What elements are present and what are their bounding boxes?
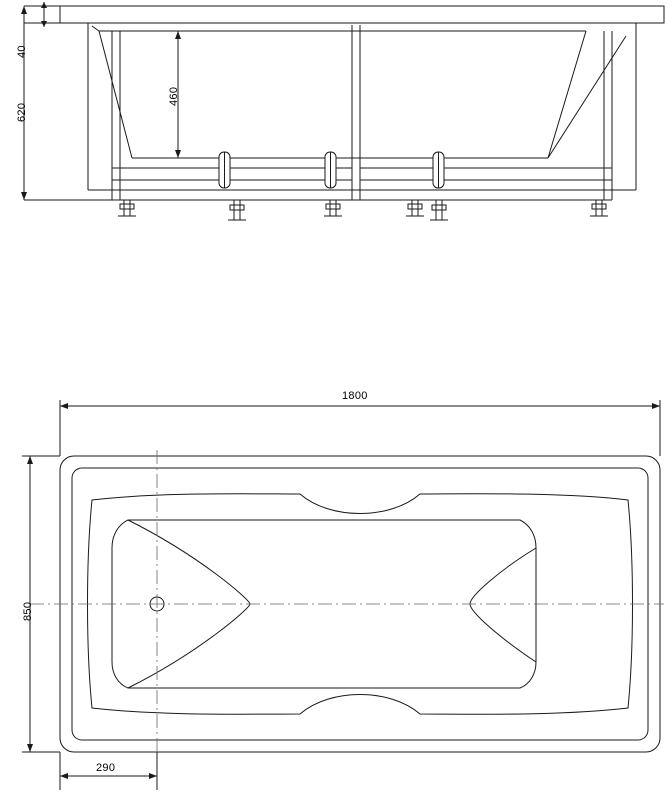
dim-label-overall-height: 620 [16,102,28,122]
elevation-rim [60,6,664,23]
elevation-leg-brackets [219,152,444,188]
dim-label-inner-depth: 460 [168,86,180,106]
elevation-tub-body [88,23,636,190]
elevation-feet [118,200,608,220]
dim-label-overall-length: 1800 [342,390,368,402]
dim-label-drain-offset: 290 [96,762,116,774]
plan-center-lines [30,450,664,790]
elevation-support-frame [112,25,612,200]
dim-label-rim-thickness: 40 [16,45,28,58]
plan-dimensions [22,400,660,790]
elevation-dimensions [21,2,186,200]
dim-label-overall-width: 850 [22,601,34,621]
